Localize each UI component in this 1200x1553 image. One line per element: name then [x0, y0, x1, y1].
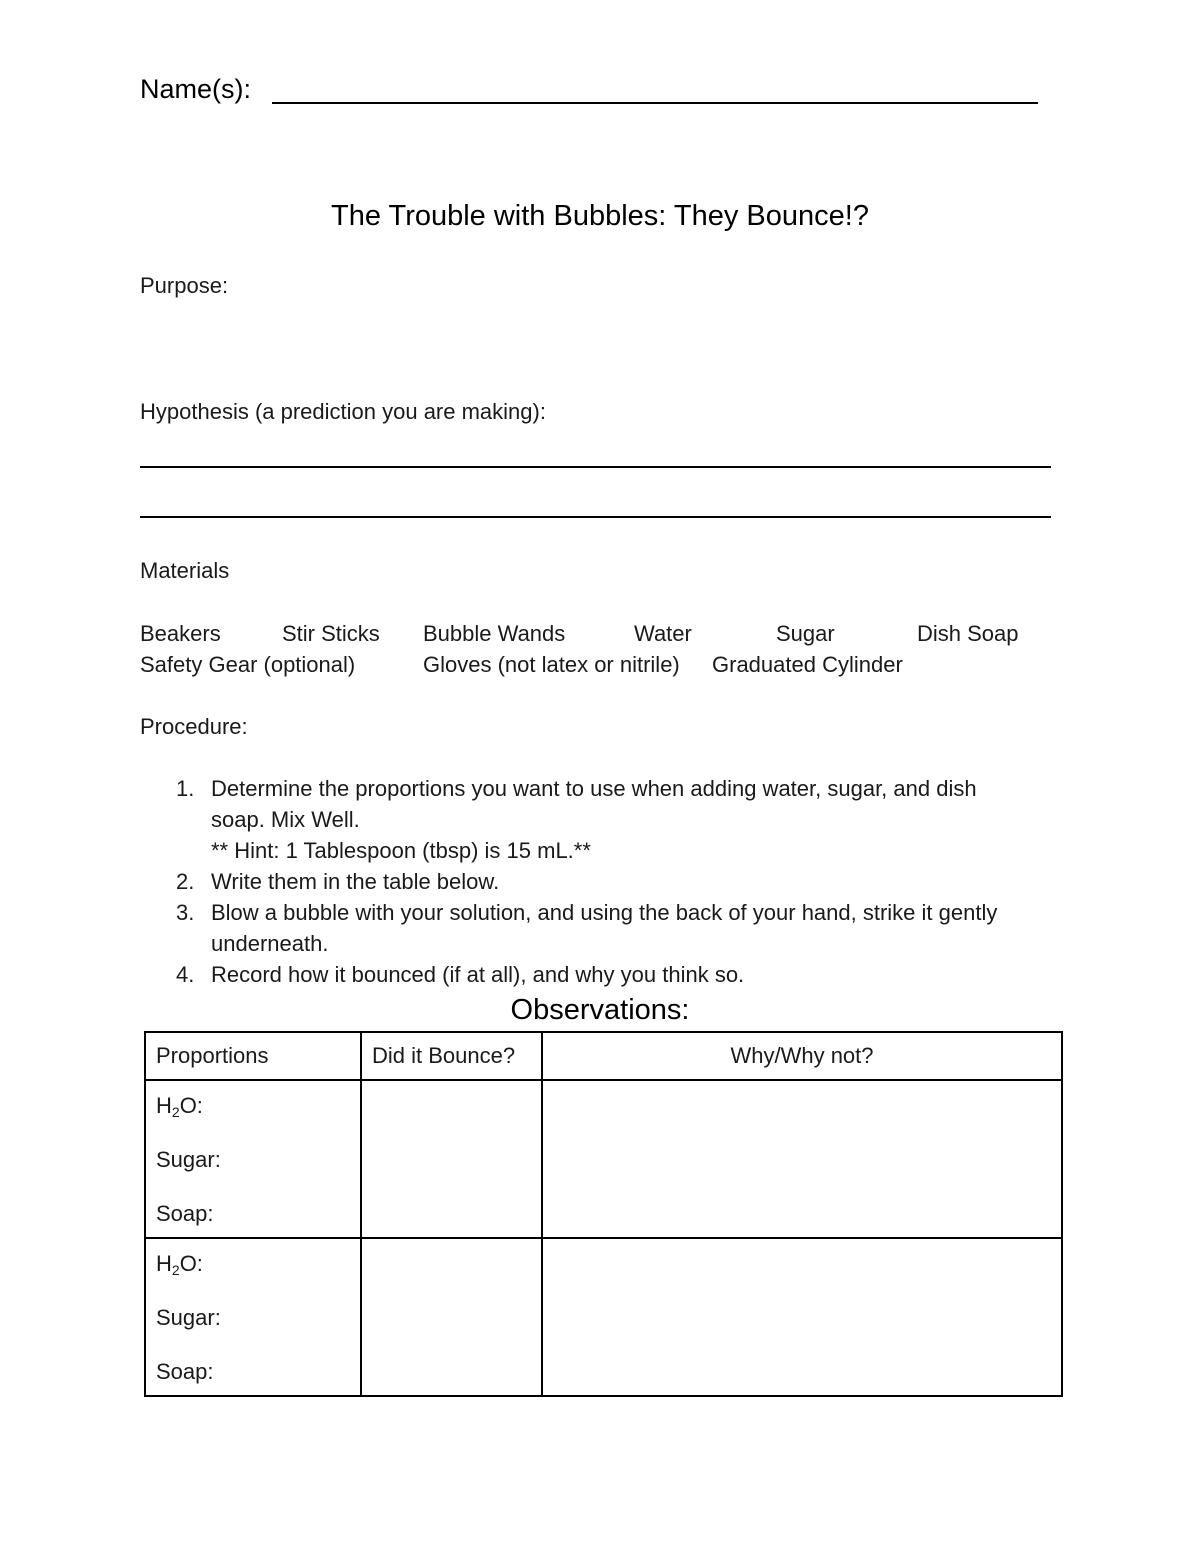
material-item: Graduated Cylinder: [712, 652, 903, 677]
table-row: [145, 1080, 1062, 1238]
material-item: Bubble Wands: [423, 621, 566, 646]
did-it-bounce-cell[interactable]: [361, 1238, 542, 1396]
h2o-label: $H_2O$:: [156, 1093, 203, 1120]
worksheet-title: The Trouble with Bubbles: They Bounce!?: [331, 200, 869, 232]
table-row: [145, 1238, 1062, 1396]
name-label: Name(s):: [140, 74, 252, 104]
proportions-cell[interactable]: [145, 1238, 361, 1396]
procedure-hint: ** Hint: 1 Tablespoon (tbsp) is 15 mL.**: [211, 838, 591, 863]
procedure-step-number: 2.: [176, 869, 195, 894]
sugar-label: Sugar:: [156, 1147, 221, 1172]
procedure-step-text: Blow a bubble with your solution, and using the back of your hand, strike it gently: [211, 900, 998, 925]
hypothesis-answer-line[interactable]: [140, 466, 1051, 468]
observations-table: [144, 1031, 1063, 1397]
why-why-not-cell[interactable]: [542, 1080, 1062, 1238]
observations-title: Observations:: [510, 994, 690, 1026]
material-item: Safety Gear (optional): [140, 652, 356, 677]
material-item: Dish Soap: [917, 621, 1019, 646]
name-input-line[interactable]: [272, 102, 1038, 104]
procedure-step-text: soap. Mix Well.: [211, 807, 360, 832]
procedure-label: Procedure:: [140, 714, 248, 739]
material-item: Beakers: [140, 621, 221, 646]
procedure-step-text: Write them in the table below.: [211, 869, 500, 894]
h2o-label: $H_2O$:: [156, 1251, 203, 1278]
purpose-label: Purpose:: [140, 273, 229, 298]
proportions-cell[interactable]: [145, 1080, 361, 1238]
column-header-proportions: Proportions: [145, 1032, 361, 1080]
procedure-step-text: Record how it bounced (if at all), and why you think so.: [211, 962, 745, 987]
procedure-step-text: Determine the proportions you want to use when adding water, sugar, and dish: [211, 776, 977, 801]
hypothesis-answer-line[interactable]: [140, 516, 1051, 518]
material-item: Gloves (not latex or nitrile): [423, 652, 680, 677]
column-header-why-why-not: Why/Why not?: [542, 1032, 1062, 1080]
material-item: Water: [634, 621, 692, 646]
procedure-step-number: 3.: [176, 900, 195, 925]
did-it-bounce-cell[interactable]: [361, 1080, 542, 1238]
table-header-row: [145, 1032, 1062, 1080]
procedure-step-number: 4.: [176, 962, 195, 987]
materials-label: Materials: [140, 558, 230, 583]
column-header-did-it-bounce: Did it Bounce?: [361, 1032, 542, 1080]
material-item: Stir Sticks: [282, 621, 380, 646]
soap-label: Soap:: [156, 1359, 214, 1384]
hypothesis-label: Hypothesis (a prediction you are making):: [140, 399, 546, 424]
why-why-not-cell[interactable]: [542, 1238, 1062, 1396]
sugar-label: Sugar:: [156, 1305, 221, 1330]
procedure-step-text: underneath.: [211, 931, 329, 956]
soap-label: Soap:: [156, 1201, 214, 1226]
procedure-step-number: 1.: [176, 776, 195, 801]
material-item: Sugar: [776, 621, 835, 646]
